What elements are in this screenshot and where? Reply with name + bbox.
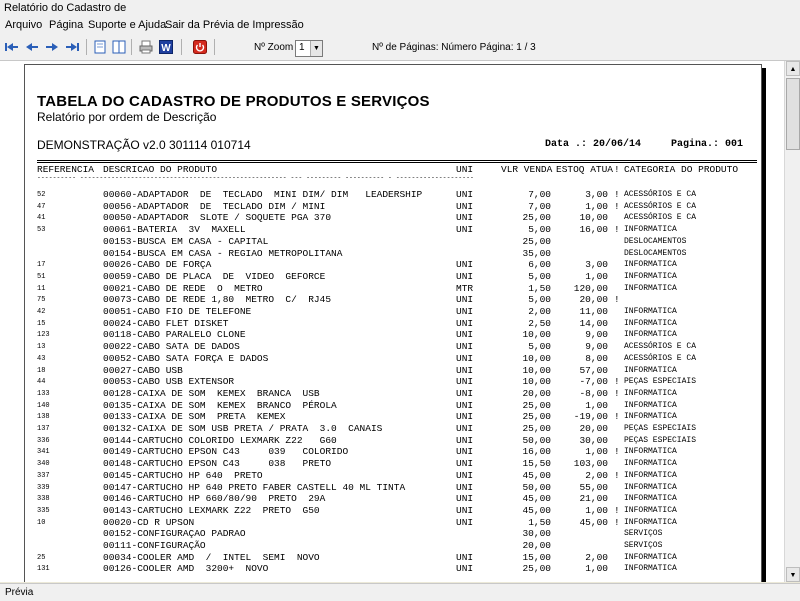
cell-flag: ! xyxy=(614,411,620,423)
cell-cat: INFORMATICA xyxy=(624,552,677,562)
cell-flag: ! xyxy=(614,504,620,516)
cell-cat: ACESSÓRIOS E CA xyxy=(624,353,697,363)
cell-cat: INFORMATICA xyxy=(624,330,677,340)
cell-vlr: 20,00 xyxy=(522,540,551,551)
table-row xyxy=(25,435,761,447)
cell-cat: SERVIÇOS xyxy=(624,529,663,539)
toolbar-separator xyxy=(214,39,215,55)
cell-cat: SERVIÇOS xyxy=(624,541,663,550)
table-row xyxy=(25,552,761,564)
cell-vlr: 5,00 xyxy=(528,224,551,236)
cell-est: 1,00 xyxy=(585,270,608,282)
status-text: Prévia xyxy=(5,587,34,598)
cell-vlr: 45,00 xyxy=(522,493,551,505)
cell-desc: 00133-CAIXA DE SOM PRETA KEMEX xyxy=(103,411,286,423)
cell-uni: UNI xyxy=(456,551,474,563)
cell-est: -7,00 xyxy=(579,376,608,388)
cell-vlr: 25,00 xyxy=(522,235,551,247)
toolbar-separator xyxy=(181,39,182,55)
cell-cat: INFORMATICA xyxy=(624,412,677,422)
print-button[interactable] xyxy=(138,39,154,55)
col-header-desc: DESCRICAO DO PRODUTO xyxy=(103,164,218,175)
cell-est: 45,00 xyxy=(579,516,608,528)
table-row xyxy=(25,306,761,318)
cell-cat: INFORMATICA xyxy=(624,365,677,375)
zoom-select[interactable] xyxy=(295,40,323,57)
cell-cat: INFORMATICA xyxy=(624,225,677,235)
cell-ref: 338 xyxy=(37,495,50,504)
cell-uni: UNI xyxy=(456,469,474,481)
cell-cat: INFORMATICA xyxy=(624,505,677,515)
cell-vlr: 50,00 xyxy=(522,434,551,446)
cell-ref: 42 xyxy=(37,308,46,316)
cell-vlr: 6,00 xyxy=(528,259,551,271)
cell-desc: 00132-CAIXA DE SOM USB PRETA / PRATA 3.0 CANAIS xyxy=(103,423,383,434)
cell-cat: INFORMATICA xyxy=(624,447,677,457)
cell-cat: PEÇAS ESPECIAIS xyxy=(624,424,697,433)
toolbar-separator xyxy=(131,39,132,55)
cell-est: 1,00 xyxy=(585,504,608,516)
cell-est: 20,00 xyxy=(579,294,608,306)
cell-ref: 47 xyxy=(37,202,46,211)
first-page-icon xyxy=(5,42,19,52)
cell-ref: 53 xyxy=(37,226,46,235)
single-page-icon xyxy=(94,40,106,54)
cell-ref: 138 xyxy=(37,413,50,422)
table-row xyxy=(25,283,761,295)
cell-flag: ! xyxy=(614,387,620,399)
table-row xyxy=(25,271,761,283)
cell-desc: 00026-CABO DE FORÇA xyxy=(103,259,212,271)
cell-desc: 00147-CARTUCHO HP 640 PRETO FABER CASTELL 40 ML TINTA xyxy=(103,481,406,493)
report-subtitle: Relatório por ordem de Descrição xyxy=(37,110,217,124)
table-row xyxy=(25,201,761,213)
cell-vlr: 15,50 xyxy=(522,458,551,470)
toolbar xyxy=(0,34,800,61)
cell-uni: UNI xyxy=(456,399,474,411)
table-row xyxy=(25,212,761,224)
cell-uni: UNI xyxy=(456,563,474,575)
report-page xyxy=(24,64,762,582)
cell-desc: 00128-CAIXA DE SOM KEMEX BRANCA USB xyxy=(103,387,320,399)
cell-ref: 123 xyxy=(37,331,50,340)
table-row xyxy=(25,517,761,529)
cell-ref: 15 xyxy=(37,319,46,328)
cell-uni: UNI xyxy=(456,341,474,353)
cell-vlr: 45,00 xyxy=(522,469,551,481)
cell-cat: INFORMATICA xyxy=(624,271,677,281)
table-row xyxy=(25,318,761,330)
first-page-button[interactable] xyxy=(4,39,20,55)
prev-page-button[interactable] xyxy=(24,39,40,55)
cell-desc: 00143-CARTUCHO LEXMARK Z22 PRETO G50 xyxy=(103,504,320,516)
cell-desc: 00027-CABO USB xyxy=(103,364,183,376)
cell-desc: 00144-CARTUCHO COLORIDO LEXMARK Z22 G60 xyxy=(103,434,337,446)
table-row xyxy=(25,446,761,458)
cell-cat: ACESSÓRIOS E CA xyxy=(624,201,697,211)
cell-desc: 00148-CARTUCHO EPSON C43 038 PRETO xyxy=(103,458,332,470)
cell-est: 120,00 xyxy=(573,282,608,294)
cell-uni: UNI xyxy=(456,259,474,271)
cell-ref: 137 xyxy=(37,425,50,433)
cell-ref: 337 xyxy=(37,471,50,480)
cell-desc: 00149-CARTUCHO EPSON C43 039 COLORIDO xyxy=(103,446,349,458)
cell-desc: 00059-CABO DE PLACA DE VIDEO GEFORCE xyxy=(103,270,326,282)
cell-cat: ACESSÓRIOS E CA xyxy=(624,213,697,223)
cell-flag: ! xyxy=(614,376,620,388)
cell-est: 1,00 xyxy=(585,399,608,411)
cell-est: -19,00 xyxy=(573,411,608,423)
cell-cat: PEÇAS ESPECIAIS xyxy=(624,377,697,387)
col-header-estoq: ESTOQ ATUA xyxy=(556,164,614,175)
cell-cat: ACESSÓRIOS E CA xyxy=(624,342,697,352)
cell-uni: MTR xyxy=(456,282,474,294)
cell-vlr: 50,00 xyxy=(522,481,551,493)
table-row xyxy=(25,458,761,470)
prev-page-icon xyxy=(25,42,39,52)
table-row xyxy=(25,411,761,423)
col-header-flag: ! xyxy=(614,164,620,175)
cell-est: 8,00 xyxy=(585,352,608,364)
table-row xyxy=(25,294,761,306)
cell-ref: 131 xyxy=(37,565,50,574)
cell-est: -8,00 xyxy=(579,387,608,399)
zoom-value: 1 xyxy=(299,42,305,53)
cell-vlr: 5,00 xyxy=(528,294,551,306)
cell-cat: INFORMATICA xyxy=(624,400,677,410)
next-page-button[interactable] xyxy=(44,39,60,55)
cell-uni: UNI xyxy=(456,434,474,446)
table-row xyxy=(25,388,761,400)
two-pages-button[interactable] xyxy=(111,39,127,55)
cell-vlr: 16,00 xyxy=(522,446,551,458)
cell-uni: UNI xyxy=(456,294,474,306)
cell-vlr: 45,00 xyxy=(522,504,551,516)
cell-uni: UNI xyxy=(456,481,474,493)
cell-cat: PEÇAS ESPECIAIS xyxy=(624,435,697,445)
cell-ref: 75 xyxy=(37,296,46,305)
cell-vlr: 5,00 xyxy=(528,341,551,353)
cell-est: 1,00 xyxy=(585,446,608,458)
cell-est: 2,00 xyxy=(585,551,608,563)
cell-ref: 340 xyxy=(37,460,50,469)
cell-desc: 00111-CONFIGURAÇÃO xyxy=(103,540,206,551)
power-icon xyxy=(193,40,207,54)
cell-ref: 52 xyxy=(37,191,46,199)
menu-sair-previa[interactable]: Sair da Prévia de Impressão xyxy=(165,19,304,31)
cell-uni: UNI xyxy=(456,516,474,528)
table-row xyxy=(25,236,761,248)
cell-est: 3,00 xyxy=(585,189,608,200)
table-row xyxy=(25,353,761,365)
cell-ref: 335 xyxy=(37,506,50,515)
cell-flag: ! xyxy=(614,516,620,528)
cell-uni: UNI xyxy=(456,411,474,423)
cell-ref: 140 xyxy=(37,401,50,410)
cell-est: 10,00 xyxy=(579,212,608,224)
cell-uni: UNI xyxy=(456,458,474,470)
cell-uni: UNI xyxy=(456,364,474,376)
col-header-uni: UNI xyxy=(456,164,474,175)
header-rule xyxy=(37,162,757,163)
cell-cat: INFORMATICA xyxy=(624,564,677,574)
single-page-button[interactable] xyxy=(92,39,108,55)
cell-est: 14,00 xyxy=(579,317,608,329)
table-row xyxy=(25,540,761,552)
cell-ref: 43 xyxy=(37,354,46,363)
cell-cat: INFORMATICA xyxy=(624,517,677,527)
cell-desc: 00052-CABO SATA FORÇA E DADOS xyxy=(103,352,269,364)
cell-vlr: 7,00 xyxy=(528,200,551,212)
cell-ref: 44 xyxy=(37,378,46,387)
cell-uni: UNI xyxy=(456,493,474,505)
cell-vlr: 2,50 xyxy=(528,317,551,329)
cell-flag: ! xyxy=(614,200,620,212)
cell-desc: 00024-CABO FLET DISKET xyxy=(103,317,229,329)
page-count-label: Nº de Páginas: Número Página: 1 / 3 xyxy=(372,42,536,53)
cell-vlr: 2,00 xyxy=(528,306,551,317)
chevron-down-icon[interactable]: ▼ xyxy=(310,41,322,56)
cell-desc: 00152-CONFIGURAÇAO PADRAO xyxy=(103,528,246,540)
cell-est: 9,00 xyxy=(585,329,608,341)
cell-uni: UNI xyxy=(456,306,474,317)
report-title: TABELA DO CADASTRO DE PRODUTOS E SERVIÇOS xyxy=(37,93,430,110)
cell-est: 3,00 xyxy=(585,259,608,271)
cell-desc: 00056-ADAPTADOR DE TECLADO DIM / MINI xyxy=(103,200,326,212)
printer-icon xyxy=(139,40,153,54)
cell-desc: 00050-ADAPTADOR SLOTE / SOQUETE PGA 370 xyxy=(103,212,332,224)
cell-ref: 41 xyxy=(37,214,46,223)
cell-vlr: 10,00 xyxy=(522,364,551,376)
cell-est: 1,00 xyxy=(585,563,608,575)
cell-ref: 11 xyxy=(37,284,46,293)
col-header-ref: REFERENCIA xyxy=(37,164,95,175)
cell-uni: UNI xyxy=(456,446,474,458)
cell-vlr: 10,00 xyxy=(522,329,551,341)
next-page-icon xyxy=(45,42,59,52)
report-version: DEMONSTRAÇÃO v2.0 301114 010714 xyxy=(37,138,251,152)
menu-bar xyxy=(0,17,800,34)
cell-desc: 00126-COOLER AMD 3200+ NOVO xyxy=(103,563,269,575)
cell-cat: INFORMATICA xyxy=(624,307,677,316)
col-header-vlr: VLR VENDA xyxy=(501,164,553,175)
cell-cat: INFORMATICA xyxy=(624,388,677,398)
cell-desc: 00145-CARTUCHO HP 640 PRETO xyxy=(103,469,263,481)
cell-cat: INFORMATICA xyxy=(624,470,677,480)
cell-desc: 00053-CABO USB EXTENSOR xyxy=(103,376,235,388)
table-row xyxy=(25,341,761,353)
cell-est: 57,00 xyxy=(579,364,608,376)
cell-vlr: 20,00 xyxy=(522,387,551,399)
cell-est: 21,00 xyxy=(579,493,608,505)
scroll-down-icon[interactable]: ▼ xyxy=(786,567,800,582)
header-rule xyxy=(37,160,757,161)
word-export-button[interactable] xyxy=(158,39,174,55)
cell-uni: UNI xyxy=(456,189,474,200)
scroll-thumb[interactable] xyxy=(786,78,800,150)
cell-est: 11,00 xyxy=(579,306,608,317)
table-row xyxy=(25,365,761,377)
cell-desc: 00146-CARTUCHO HP 660/80/90 PRETO 29A xyxy=(103,493,326,505)
status-bar xyxy=(0,583,800,601)
cell-uni: UNI xyxy=(456,504,474,516)
cell-desc: 00051-CABO FIO DE TELEFONE xyxy=(103,306,252,317)
cell-uni: UNI xyxy=(456,200,474,212)
cell-vlr: 25,00 xyxy=(522,212,551,224)
cell-est: 16,00 xyxy=(579,224,608,236)
table-row xyxy=(25,493,761,505)
window-title: Relatório do Cadastro de xyxy=(4,2,127,14)
cell-cat: DESLOCAMENTOS xyxy=(624,236,687,246)
table-row xyxy=(25,376,761,388)
cell-vlr: 15,00 xyxy=(522,551,551,563)
table-row xyxy=(25,329,761,341)
cell-desc: 00021-CABO DE REDE O METRO xyxy=(103,282,263,294)
cell-est: 20,00 xyxy=(579,423,608,434)
cell-desc: 00073-CABO DE REDE 1,80 METRO C/ RJ45 xyxy=(103,294,332,306)
cell-vlr: 1,50 xyxy=(528,516,551,528)
table-row xyxy=(25,482,761,494)
cell-vlr: 7,00 xyxy=(528,189,551,200)
cell-cat: INFORMATICA xyxy=(624,482,677,492)
col-header-cat: CATEGORIA DO PRODUTO xyxy=(624,164,739,175)
cell-ref: 133 xyxy=(37,389,50,398)
report-date-page: Data .: 20/06/14 Pagina.: 001 xyxy=(545,139,744,150)
preview-area[interactable] xyxy=(0,61,784,582)
cell-ref: 51 xyxy=(37,272,46,281)
cell-uni: UNI xyxy=(456,376,474,388)
cell-cat: INFORMATICA xyxy=(624,283,677,293)
cell-desc: 00034-COOLER AMD / INTEL SEMI NOVO xyxy=(103,551,320,563)
last-page-icon xyxy=(65,42,79,52)
table-row xyxy=(25,400,761,412)
cell-flag: ! xyxy=(614,294,620,306)
cell-uni: UNI xyxy=(456,423,474,434)
cell-vlr: 25,00 xyxy=(522,563,551,575)
vertical-scrollbar[interactable] xyxy=(784,61,800,582)
close-preview-button[interactable] xyxy=(192,39,208,55)
scroll-up-icon[interactable]: ▲ xyxy=(786,61,800,76)
cell-uni: UNI xyxy=(456,352,474,364)
cell-desc: 00022-CABO SATA DE DADOS xyxy=(103,341,240,353)
cell-vlr: 5,00 xyxy=(528,270,551,282)
cell-vlr: 25,00 xyxy=(522,423,551,434)
table-row xyxy=(25,248,761,260)
cell-vlr: 30,00 xyxy=(522,528,551,540)
cell-vlr: 35,00 xyxy=(522,247,551,259)
cell-uni: UNI xyxy=(456,212,474,224)
table-row xyxy=(25,563,761,575)
cell-desc: 00135-CAIXA DE SOM KEMEX BRANCO PÉROLA xyxy=(103,399,337,411)
cell-vlr: 25,00 xyxy=(522,399,551,411)
cell-cat: INFORMATICA xyxy=(624,494,677,504)
two-pages-icon xyxy=(112,40,126,54)
table-row xyxy=(25,224,761,236)
cell-est: 103,00 xyxy=(573,458,608,470)
toolbar-separator xyxy=(86,39,87,55)
cell-uni: UNI xyxy=(456,224,474,236)
cell-desc: 00153-BUSCA EM CASA - CAPITAL xyxy=(103,235,269,247)
cell-cat: INFORMATICA xyxy=(624,459,677,469)
cell-cat: INFORMATICA xyxy=(624,318,677,328)
cell-uni: UNI xyxy=(456,317,474,329)
menu-pagina[interactable]: Página xyxy=(49,19,84,31)
cell-uni: UNI xyxy=(456,329,474,341)
zoom-label: Nº Zoom xyxy=(254,42,294,53)
cell-ref: 18 xyxy=(37,366,46,375)
cell-desc: 00020-CD R UPSON xyxy=(103,516,195,528)
cell-est: 55,00 xyxy=(579,481,608,493)
cell-cat: DESLOCAMENTOS xyxy=(624,248,687,258)
table-row xyxy=(25,423,761,435)
cell-vlr: 10,00 xyxy=(522,376,551,388)
header-dash-line: ---------- ----------------------------------------------------- --- --------- ---------- - -------------------- xyxy=(37,174,474,181)
cell-desc: 00118-CABO PARALELO CLONE xyxy=(103,329,246,341)
cell-cat: INFORMATICA xyxy=(624,260,677,270)
cell-est: 30,00 xyxy=(579,434,608,446)
cell-desc: 00060-ADAPTADOR DE TECLADO MINI DIM/ DIM LEADERSHIP xyxy=(103,189,423,200)
table-row xyxy=(25,259,761,271)
cell-ref: 10 xyxy=(37,518,46,527)
cell-flag: ! xyxy=(614,189,620,200)
cell-ref: 339 xyxy=(37,483,50,492)
cell-ref: 341 xyxy=(37,448,50,457)
table-row xyxy=(25,528,761,540)
cell-uni: UNI xyxy=(456,387,474,399)
cell-desc: 00154-BUSCA EM CASA - REGIAO METROPOLITANA xyxy=(103,247,343,259)
table-row xyxy=(25,470,761,482)
menu-suporte-ajuda[interactable]: Suporte e Ajuda xyxy=(88,19,167,31)
cell-est: 9,00 xyxy=(585,341,608,353)
cell-desc: 00061-BATERIA 3V MAXELL xyxy=(103,224,246,236)
cell-ref: 13 xyxy=(37,343,46,352)
cell-ref: 25 xyxy=(37,553,46,562)
title-bar xyxy=(0,0,800,18)
last-page-button[interactable] xyxy=(64,39,80,55)
word-icon xyxy=(159,40,173,54)
cell-ref: 17 xyxy=(37,261,46,270)
table-row xyxy=(25,505,761,517)
cell-est: 2,00 xyxy=(585,469,608,481)
cell-flag: ! xyxy=(614,446,620,458)
cell-uni: UNI xyxy=(456,270,474,282)
cell-est: 1,00 xyxy=(585,200,608,212)
cell-vlr: 25,00 xyxy=(522,411,551,423)
cell-flag: ! xyxy=(614,469,620,481)
cell-cat: ACESSÓRIOS E CA xyxy=(624,190,697,199)
cell-vlr: 1,50 xyxy=(528,282,551,294)
cell-vlr: 10,00 xyxy=(522,352,551,364)
cell-ref: 336 xyxy=(37,436,50,445)
menu-arquivo[interactable]: Arquivo xyxy=(5,19,43,31)
cell-flag: ! xyxy=(614,224,620,236)
table-row xyxy=(25,189,761,201)
svg-text:W: W xyxy=(161,43,171,54)
